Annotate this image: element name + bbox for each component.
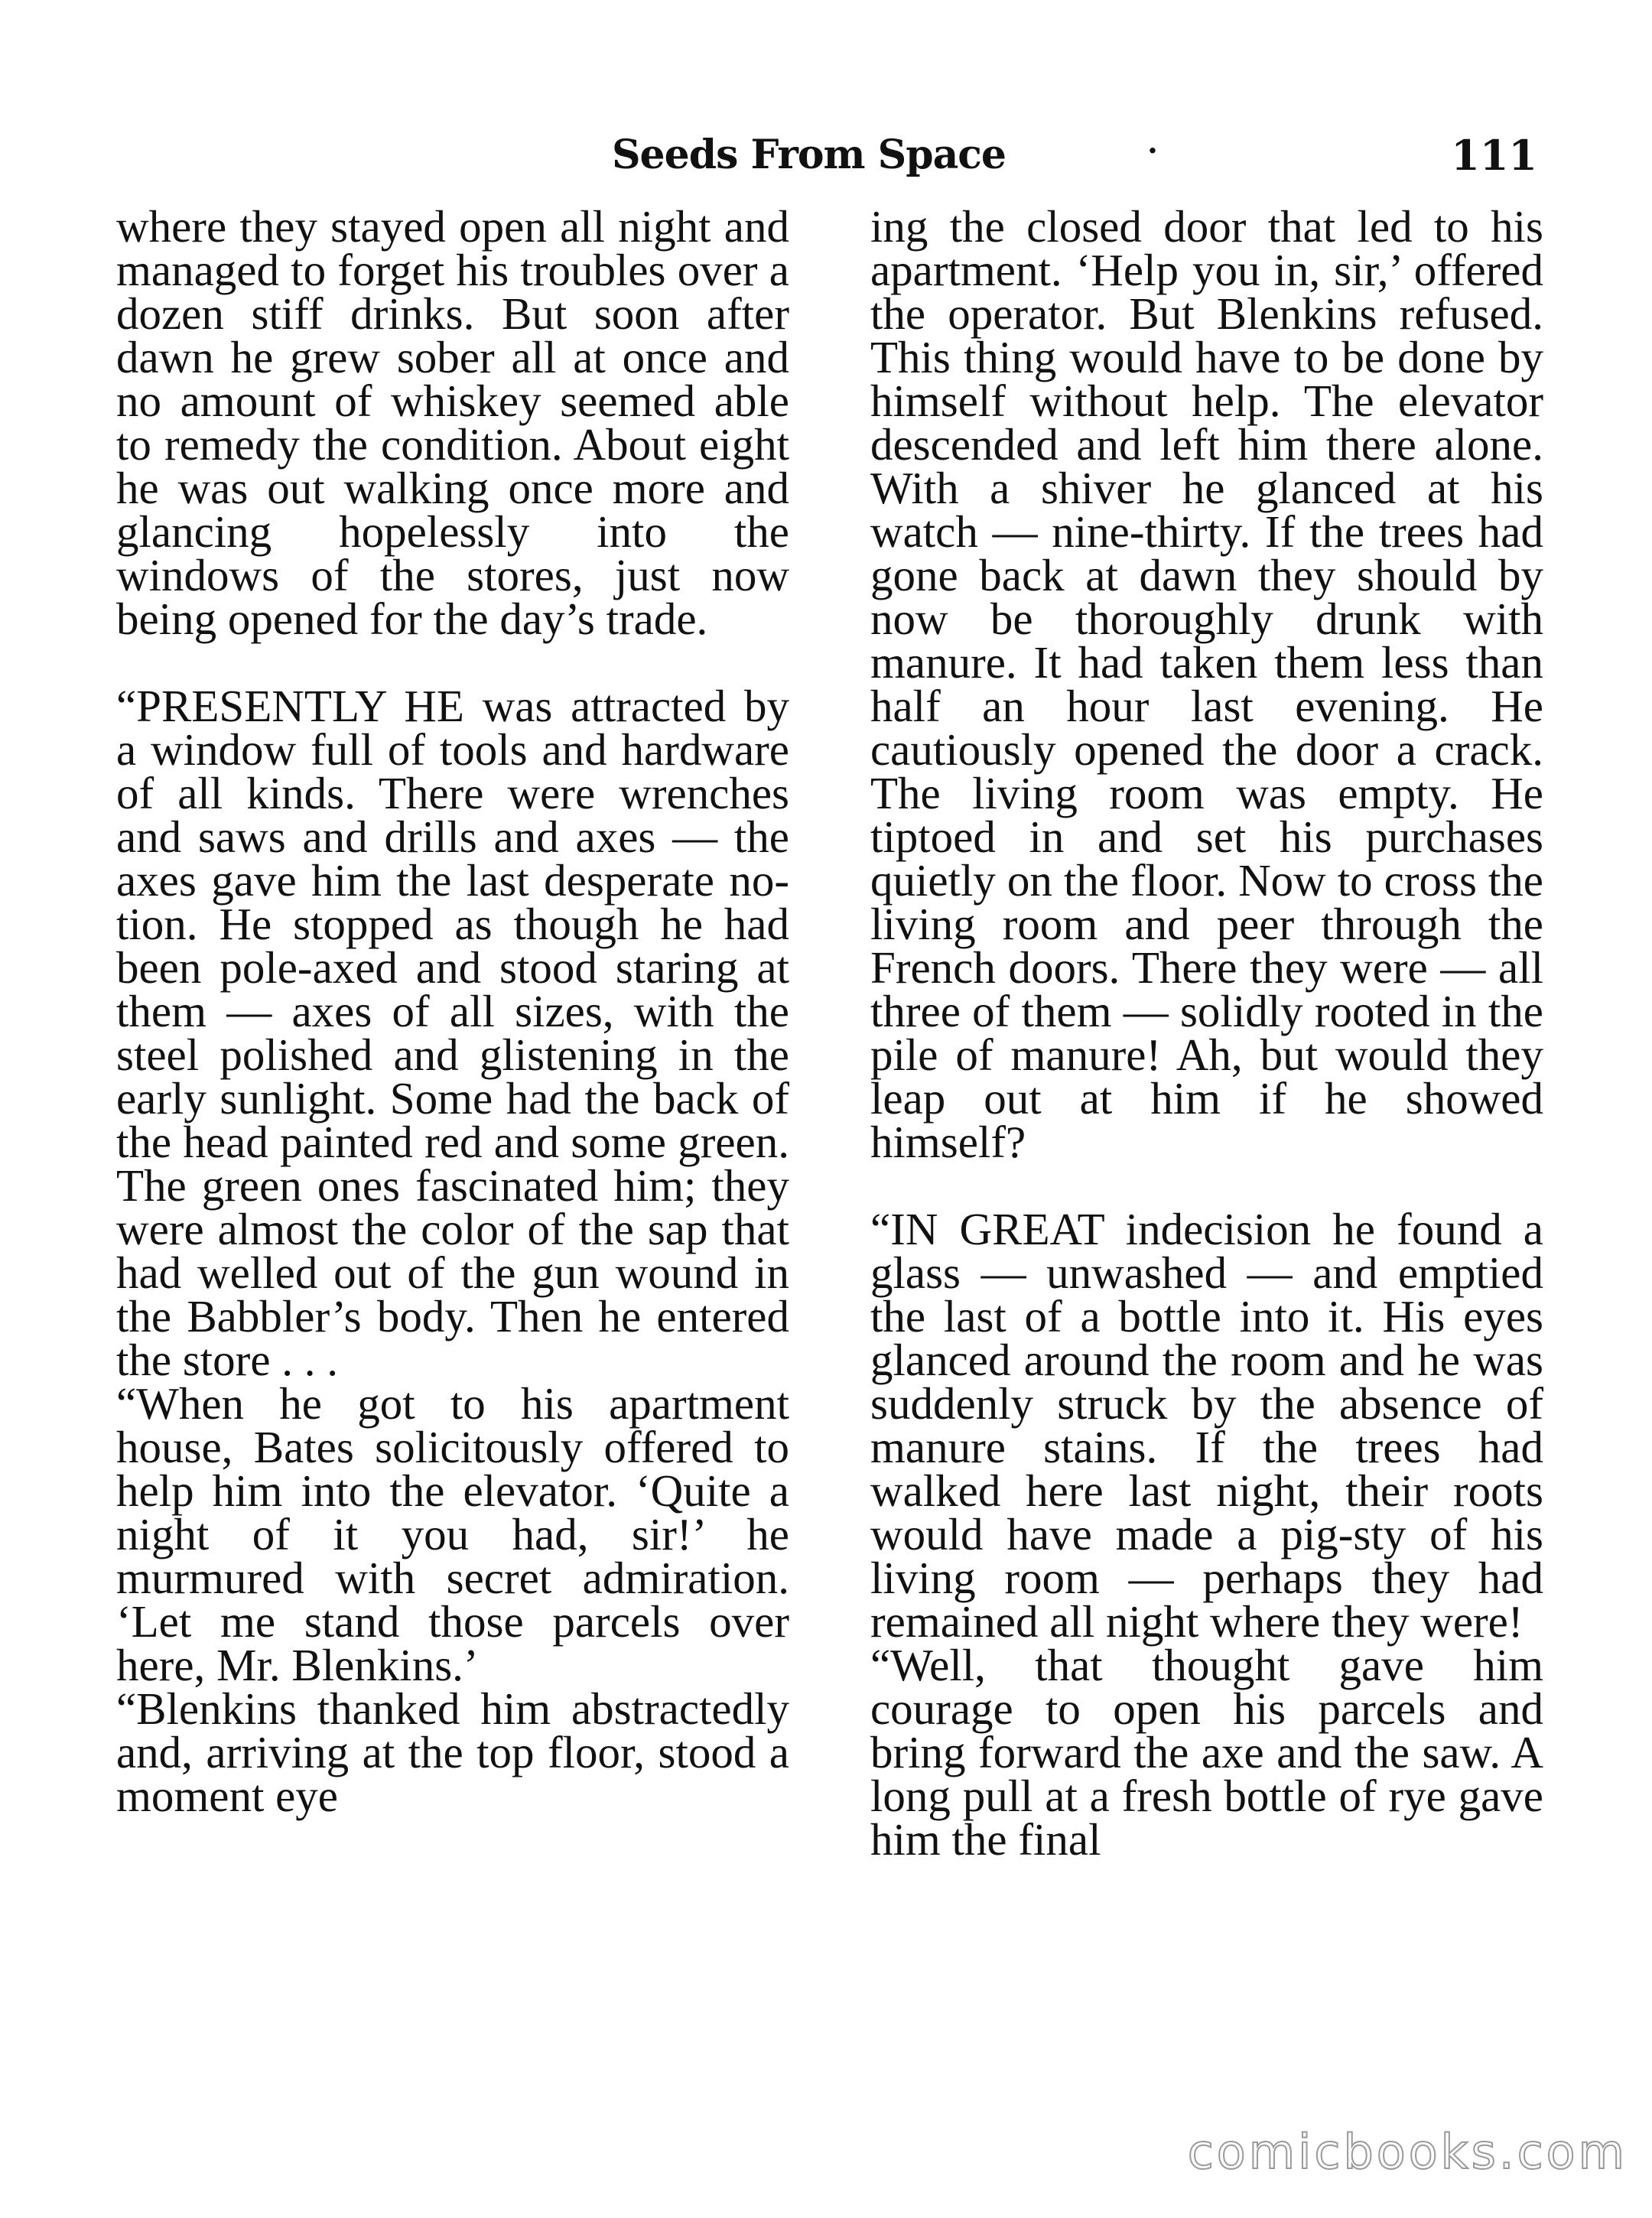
- paragraph: “IN GREAT indecision he found a glass — unwashed — and emptied the last of a bottle into it. His eyes glanced around the room and he was suddenly struck by the absence of manure stains. If the trees had walked here last night, their roots would have made a pig-sty of his living room — perhaps they had remained all night where they were!: [870, 1204, 1543, 1647]
- right-column: [870, 201, 1543, 1865]
- paragraph: “Well, that thought gave him courage to open his parcels and bring forward the axe and the saw. A long pull at a fresh bottle of rye gave him the final: [870, 1640, 1543, 1865]
- page-number: 111: [1451, 131, 1537, 180]
- paragraph: “PRESENTLY HE was attracted by a window full of tools and hardware of all kinds. There were wrenches and saws and drills and axes — the axes gave him the last desperate notion. He stopped as though he had been pole-axed and stood staring at them — axes of all sizes, with the steel polished and glistening in the early sunlight. Some had the back of the head painted red and some green. The green ones fascinated him; they were almost the color of the sap that had welled out of the gun wound in the Babbler’s body. Then he entered the store . . .: [116, 681, 789, 1385]
- paragraph: “Blenkins thanked him abstractedly and, arriving at the top floor, stood a moment eye: [116, 1683, 789, 1821]
- paragraph: “When he got to his apartment house, Bates solicitously offered to help him into the elevator. ‘Quite a night of it you had, sir!’ he murmured with secret admiration. ‘Let me stand those parcels over here, Mr. Blenkins.’: [116, 1378, 789, 1690]
- left-column: [116, 201, 789, 1821]
- paragraph: ing the closed door that led to his apartment. ‘Help you in, sir,’ offered the operator. But Blenkins refused. This thing would have to be done by himself without help. The elevator descended and left him there alone. With a shiver he glanced at his watch — nine-thirty. If the trees had gone back at dawn they should by now be thoroughly drunk with manure. It had taken them less than half an hour last evening. He cautiously opened the door a crack. The living room was empty. He tiptoed in and set his purchases quietly on the floor. Now to cross the living room and peer through the French doors. There they were — all three of them — solidly rooted in the pile of manure! Ah, but would they leap out at him if he showed himself?: [870, 201, 1543, 1167]
- watermark: comicbooks.com: [1187, 2124, 1628, 2180]
- running-head: [115, 128, 1537, 182]
- paragraph: where they stayed open all night and managed to forget his troubles over a dozen stiff drinks. But soon after dawn he grew sober all at once and no amount of whiskey seemed able to remedy the condition. About eight he was out walking once more and glancing hopelessly into the windows of the stores, just now being opened for the day’s trade.: [116, 201, 789, 644]
- running-title: Seeds From Space: [612, 132, 1006, 178]
- header-separator: ·: [1147, 133, 1158, 169]
